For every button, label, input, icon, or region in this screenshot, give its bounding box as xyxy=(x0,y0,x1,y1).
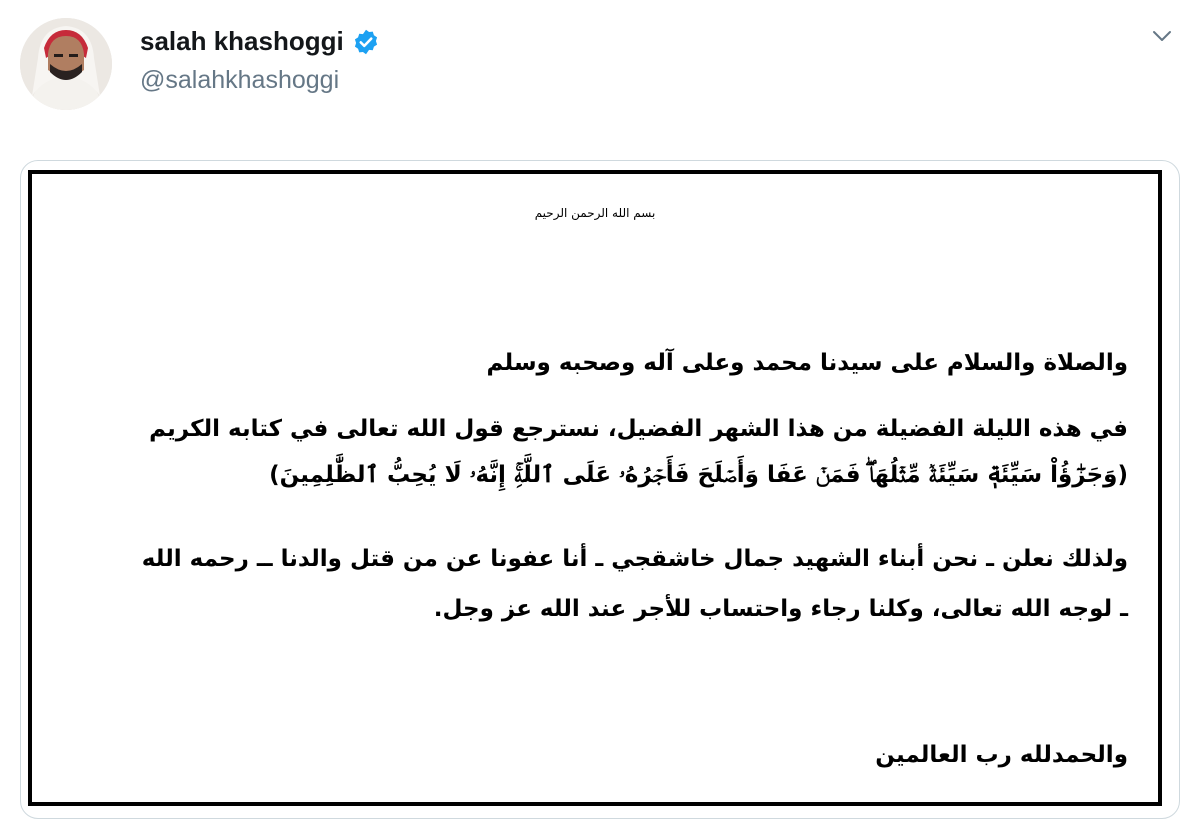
statement-line-2: في هذه الليلة الفضيلة من هذا الشهر الفضيل، نسترجع قول الله تعالى في كتابه الكريم xyxy=(149,416,1128,442)
display-name[interactable]: salah khashoggi xyxy=(140,26,344,56)
statement-line-5: ـ لوجه الله تعالى، وكلنا رجاء واحتساب للأجر عند الله عز وجل. xyxy=(433,596,1128,622)
basmala-heading: بسم الله الرحمن الرحيم xyxy=(534,206,656,220)
closing-line: والحمدلله رب العالمين xyxy=(875,742,1128,768)
verified-badge-icon xyxy=(352,28,380,56)
author-name-row xyxy=(140,26,380,57)
quran-verse-line: (وَجَزَٰٓؤُاْ سَيِّئَةٖ سَيِّئَةٞ مِّثۡلُهَاۖ فَمَنۡ عَفَا وَأَصۡلَحَ فَأَجۡرُهُۥ عَلَى ٱللَّهِۚ إِنَّهُۥ لَا يُحِبُّ ٱلظَّٰلِمِينَ) xyxy=(269,462,1128,488)
chevron-down-icon[interactable] xyxy=(1150,24,1174,48)
statement-document-image xyxy=(28,170,1162,806)
avatar-image xyxy=(20,18,112,110)
user-handle[interactable]: @salahkhashoggi xyxy=(140,66,340,94)
avatar[interactable] xyxy=(20,18,112,110)
statement-line-1: والصلاة والسلام على سيدنا محمد وعلى آله وصحبه وسلم xyxy=(486,350,1128,376)
statement-line-4: ولذلك نعلن ـ نحن أبناء الشهيد جمال خاشقجي ـ أنا عفونا عن من قتل والدنا ــ رحمه الله xyxy=(141,546,1128,572)
